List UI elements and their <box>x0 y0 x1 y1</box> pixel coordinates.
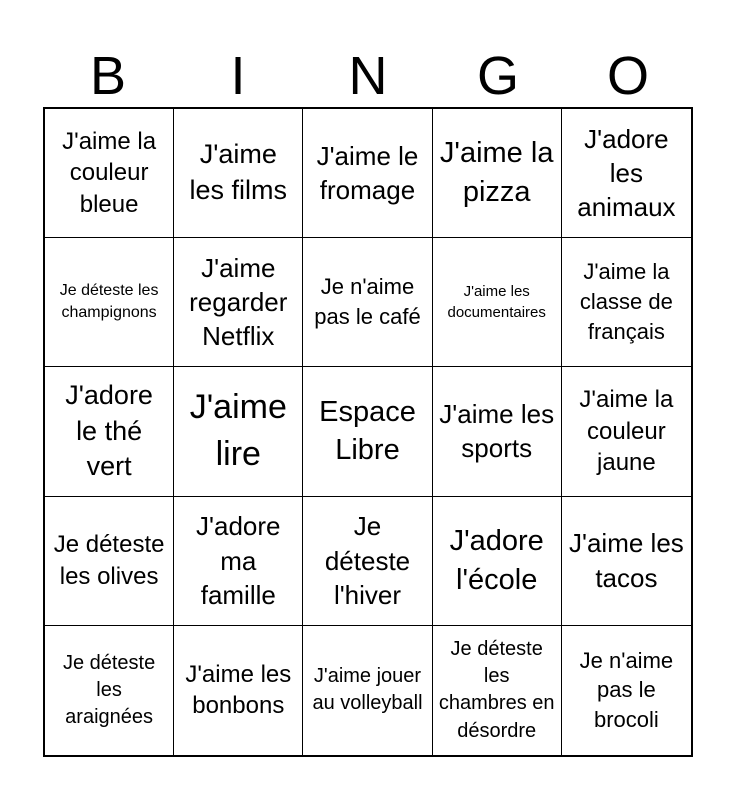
bingo-cell-r3-c1[interactable] <box>45 367 174 496</box>
cell-text: J'aime la couleur bleue <box>62 127 157 218</box>
cell-text: Je déteste les chambres en désordre <box>438 638 555 742</box>
cell-text: J'adore l'école <box>449 524 544 596</box>
bingo-cell-r1-c1[interactable] <box>45 109 174 238</box>
bingo-cell-r4-c5[interactable] <box>562 497 691 626</box>
cell-text: Je déteste les olives <box>53 531 165 590</box>
cell-text: J'aime la couleur jaune <box>579 385 674 477</box>
bingo-cell-r2-c5[interactable] <box>562 238 691 367</box>
cell-text: J'aime les bonbons <box>185 660 292 720</box>
bingo-cell-r1-c2[interactable] <box>174 109 303 238</box>
bingo-cell-r3-c4[interactable] <box>433 367 562 496</box>
header-letter-g: G <box>476 46 519 106</box>
bingo-header <box>43 44 693 108</box>
bingo-cell-r5-c3[interactable] <box>303 626 432 755</box>
bingo-cell-r2-c2[interactable] <box>174 238 303 367</box>
header-letter-b: B <box>89 46 127 106</box>
bingo-cell-r2-c4[interactable] <box>433 238 562 367</box>
cell-text: J'aime regarder Netflix <box>189 252 288 352</box>
header-letter-o: O <box>606 46 649 106</box>
bingo-cell-r5-c5[interactable] <box>562 626 691 755</box>
bingo-cell-r5-c4[interactable] <box>433 626 562 755</box>
cell-text: J'aime la classe de français <box>579 259 673 345</box>
cell-text: Espace Libre <box>319 395 416 467</box>
free-space-cell[interactable] <box>303 367 432 496</box>
cell-text: J'aime la pizza <box>439 137 554 209</box>
cell-text: J'adore les animaux <box>577 123 676 223</box>
cell-text: J'aime lire <box>189 387 287 474</box>
cell-text: J'aime les films <box>189 139 288 206</box>
header-letter-i: I <box>230 46 246 106</box>
cell-text: Je déteste les champignons <box>59 281 159 322</box>
cell-text: Je déteste l'hiver <box>324 511 411 610</box>
bingo-cell-r3-c5[interactable] <box>562 367 691 496</box>
bingo-cell-r4-c2[interactable] <box>174 497 303 626</box>
cell-text: J'aime jouer au volleyball <box>312 665 423 715</box>
cell-text: J'aime les tacos <box>569 528 684 593</box>
cell-text: Je n'aime pas le brocoli <box>579 647 674 733</box>
cell-text: J'aime le fromage <box>316 140 419 206</box>
bingo-cell-r4-c4[interactable] <box>433 497 562 626</box>
bingo-cell-r5-c1[interactable] <box>45 626 174 755</box>
bingo-cell-r2-c1[interactable] <box>45 238 174 367</box>
bingo-cell-r4-c1[interactable] <box>45 497 174 626</box>
bingo-cell-r4-c3[interactable] <box>303 497 432 626</box>
bingo-cell-r5-c2[interactable] <box>174 626 303 755</box>
bingo-cell-r1-c4[interactable] <box>433 109 562 238</box>
cell-text: J'adore le thé vert <box>65 379 153 482</box>
cell-text: J'aime les sports <box>439 399 555 464</box>
bingo-cell-r1-c5[interactable] <box>562 109 691 238</box>
bingo-cell-r1-c3[interactable] <box>303 109 432 238</box>
cell-text: J'adore ma famille <box>196 511 281 610</box>
bingo-cell-r3-c2[interactable] <box>174 367 303 496</box>
header-letter-n: N <box>348 46 388 106</box>
cell-text: J'aime les documentaires <box>447 283 546 322</box>
bingo-board <box>43 107 693 757</box>
cell-text: Je déteste les araignées <box>62 651 156 728</box>
cell-text: Je n'aime pas le café <box>314 274 421 330</box>
bingo-cell-r2-c3[interactable] <box>303 238 432 367</box>
